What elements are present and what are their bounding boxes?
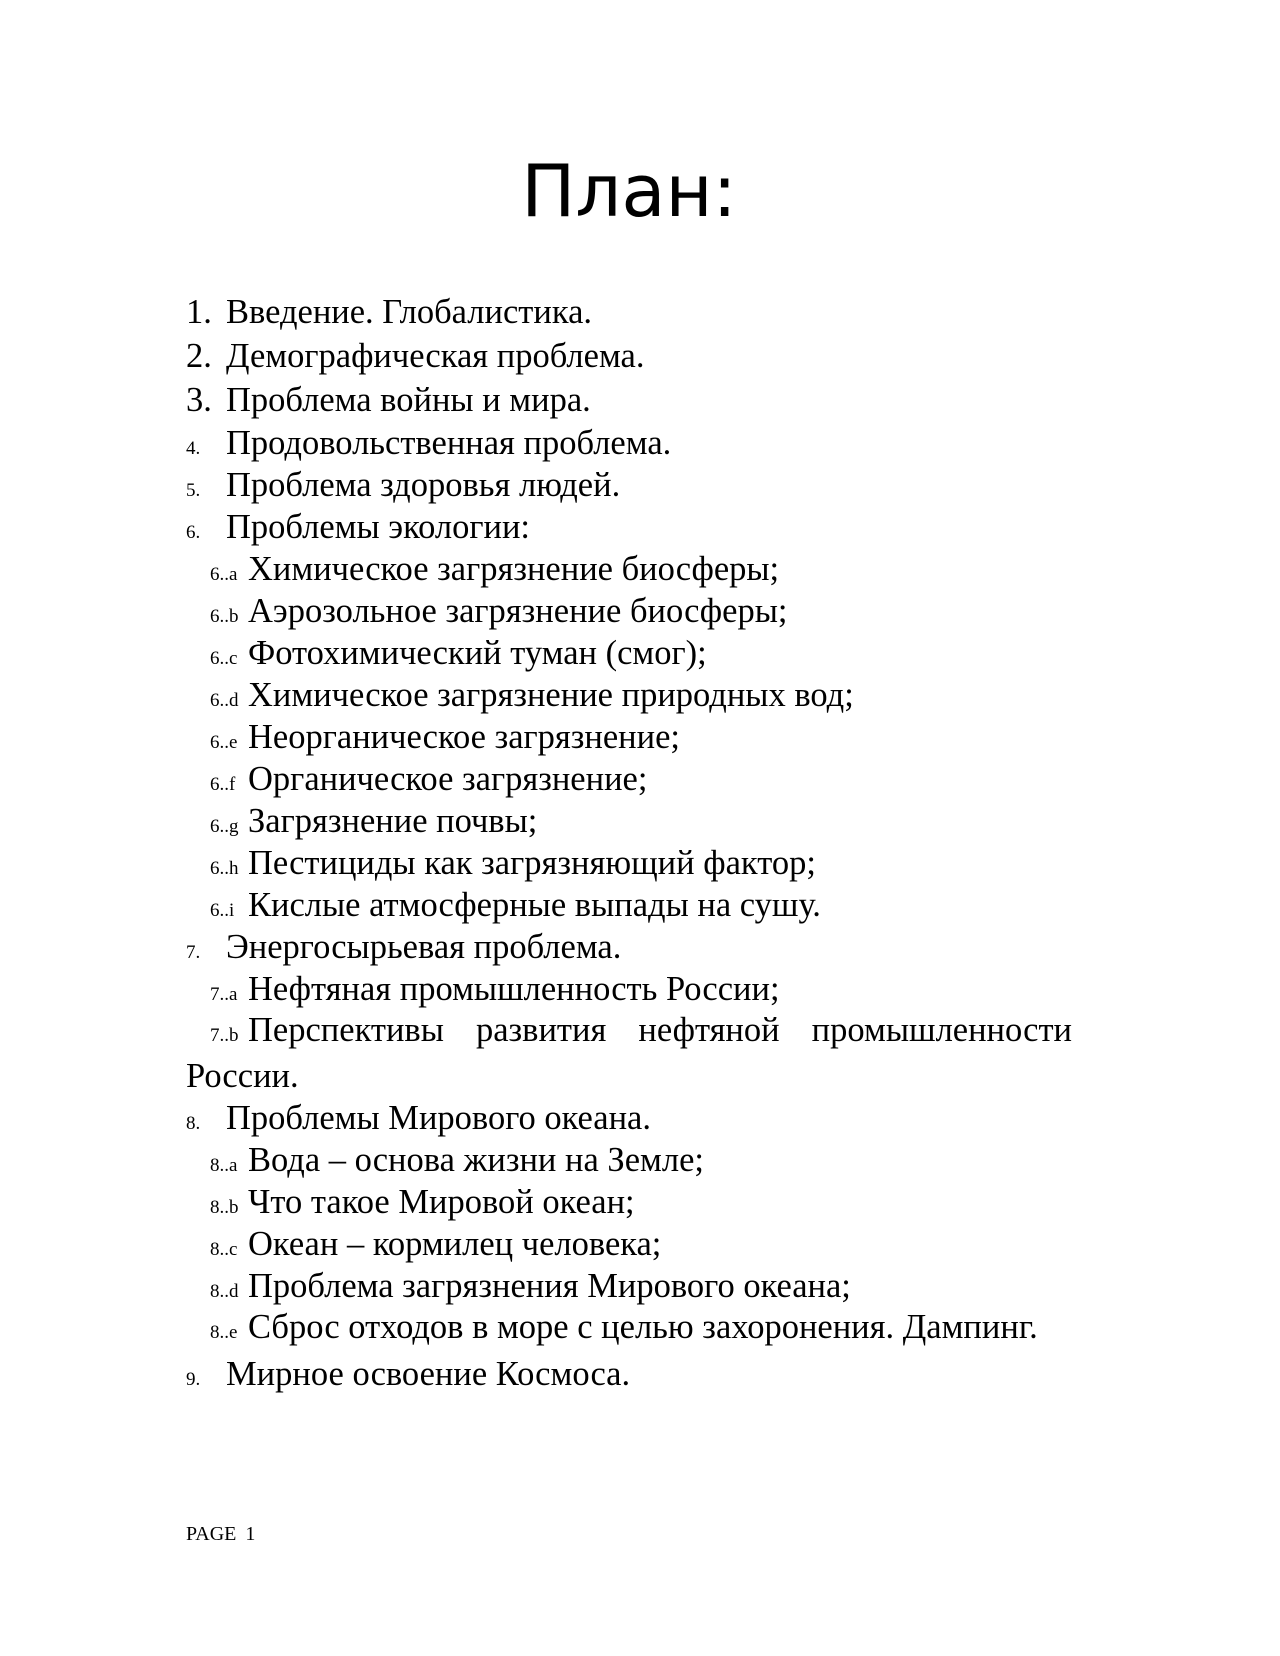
toc-item-6 — [186, 506, 1072, 548]
toc-subitem-6h — [186, 842, 1072, 884]
toc-item-7 — [186, 926, 1072, 968]
toc-item-text: Органическое загрязнение; — [248, 760, 648, 798]
toc-item-number: 9. — [186, 1369, 201, 1390]
toc-item-3 — [186, 378, 1072, 422]
toc-item-number: 7..a — [210, 984, 238, 1005]
toc-item-text: Демографическая проблема. — [226, 337, 645, 375]
toc-subitem-7a — [186, 968, 1072, 1010]
toc-item-text: Введение. Глобалистика. — [226, 293, 593, 331]
toc-item-4 — [186, 422, 1072, 464]
toc-subitem-8c — [186, 1223, 1072, 1265]
toc-item-text: Продовольственная проблема. — [226, 424, 672, 462]
toc-item-text: Проблема войны и мира. — [226, 381, 591, 419]
toc-item-number: 6..g — [210, 816, 239, 837]
toc-item-number: 6..b — [210, 606, 239, 627]
table-of-contents — [186, 290, 1072, 1395]
toc-item-text: Фотохимический туман (смог); — [248, 634, 707, 672]
toc-item-number: 5. — [186, 480, 201, 501]
toc-item-number: 4. — [186, 438, 201, 459]
toc-item-number: 6..c — [210, 648, 238, 669]
toc-item-number: 2. — [186, 337, 212, 375]
toc-item-text: Химическое загрязнение природных вод; — [248, 676, 854, 714]
toc-item-5 — [186, 464, 1072, 506]
toc-item-number: 7..b — [210, 1025, 239, 1046]
toc-item-text: Кислые атмосферные выпады на сушу. — [248, 886, 821, 924]
toc-item-text: Нефтяная промышленность России; — [248, 970, 780, 1008]
toc-item-number: 8. — [186, 1113, 201, 1134]
toc-subitem-6g — [186, 800, 1072, 842]
toc-item-number: 6..i — [210, 900, 235, 921]
page-footer — [186, 1522, 255, 1546]
toc-subitem-6f — [186, 758, 1072, 800]
toc-subitem-6e — [186, 716, 1072, 758]
toc-subitem-8b — [186, 1181, 1072, 1223]
toc-subitem-6a — [186, 548, 1072, 590]
toc-subitem-7b — [186, 1010, 1072, 1097]
toc-item-text: Проблема загрязнения Мирового океана; — [248, 1267, 851, 1305]
toc-item-text: Проблемы экологии: — [226, 508, 531, 546]
toc-item-1 — [186, 290, 1072, 334]
toc-item-number: 6. — [186, 522, 201, 543]
toc-subitem-6d — [186, 674, 1072, 716]
footer-page-label: PAGE — [186, 1523, 237, 1545]
toc-item-text: Неорганическое загрязнение; — [248, 718, 681, 756]
toc-item-number: 6..d — [210, 690, 239, 711]
toc-item-text: Пестициды как загрязняющий фактор; — [248, 844, 816, 882]
toc-item-8 — [186, 1097, 1072, 1139]
footer-page-number: 1 — [245, 1523, 256, 1545]
toc-item-number: 6..h — [210, 858, 239, 879]
toc-item-number: 6..a — [210, 564, 238, 585]
toc-subitem-6i — [186, 884, 1072, 926]
toc-item-number: 3. — [186, 381, 212, 419]
toc-item-text: Мирное освоение Космоса. — [226, 1355, 631, 1393]
toc-item-number: 8..b — [210, 1197, 239, 1218]
toc-subitem-6c — [186, 632, 1072, 674]
toc-item-9 — [186, 1353, 1072, 1395]
toc-item-text: Проблемы Мирового океана. — [226, 1099, 651, 1137]
toc-item-text: Вода – основа жизни на Земле; — [248, 1141, 704, 1179]
toc-item-text: Сброс отходов в море с целью захоронения. Дампинг. — [248, 1308, 1038, 1346]
toc-subitem-8e — [186, 1307, 1072, 1353]
toc-item-number: 6..e — [210, 732, 238, 753]
toc-item-text: Что такое Мировой океан; — [248, 1183, 635, 1221]
toc-item-text: Проблема здоровья людей. — [226, 466, 621, 504]
toc-item-number: 8..a — [210, 1155, 238, 1176]
toc-subitem-8d — [186, 1265, 1072, 1307]
toc-item-number: 6..f — [210, 774, 236, 795]
page-title: План: — [521, 149, 737, 233]
toc-item-text: Энергосырьевая проблема. — [226, 928, 622, 966]
toc-subitem-8a — [186, 1139, 1072, 1181]
toc-item-number: 8..e — [210, 1322, 238, 1343]
toc-item-text: Загрязнение почвы; — [248, 802, 538, 840]
toc-subitem-6b — [186, 590, 1072, 632]
toc-item-number: 1. — [186, 293, 212, 331]
toc-item-text: Океан – кормилец человека; — [248, 1225, 662, 1263]
toc-item-number: 8..c — [210, 1239, 238, 1260]
toc-item-text: Аэрозольное загрязнение биосферы; — [248, 592, 788, 630]
toc-item-number: 8..d — [210, 1281, 239, 1302]
toc-item-text: Химическое загрязнение биосферы; — [248, 550, 780, 588]
toc-item-text: Перспективы развития нефтяной промышленности России. — [186, 1011, 1072, 1095]
toc-item-number: 7. — [186, 942, 201, 963]
toc-item-2 — [186, 334, 1072, 378]
